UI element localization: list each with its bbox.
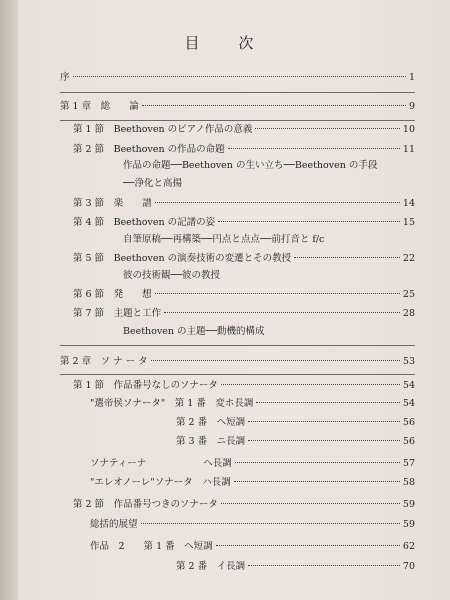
- toc-entry: 第 2 節 Beethoven の作品の命題 11: [73, 144, 415, 155]
- divider: [60, 345, 415, 346]
- toc-entry: "選帝侯ソナータ" 第 1 番 変ホ長調 54: [90, 398, 415, 409]
- toc-entry: 第 6 節 発 想 25: [73, 289, 415, 300]
- toc-entry: 第 4 節 Beethoven の記譜の姿 15: [73, 217, 415, 228]
- divider: [60, 120, 415, 121]
- toc-entry: 第 2 番 イ長調 70: [176, 561, 415, 572]
- toc-subtopic: 彼の技術観──彼の教授: [123, 270, 220, 281]
- toc-subtopic: Beethoven の主題──動機的構成: [123, 326, 265, 337]
- toc-entry: 第 2 番 ヘ短調 56: [176, 417, 415, 428]
- toc-entry: 第 1 節 Beethoven のピアノ作品の意義 10: [73, 124, 415, 135]
- divider: [60, 92, 415, 93]
- toc-entry: 第 3 節 楽 譜 14: [73, 198, 415, 209]
- toc-entry: ソナティーナ ヘ長調 57: [90, 458, 415, 469]
- toc-entry: 序 1: [60, 72, 415, 83]
- toc-entry: 第 1 節 作品番号なしのソナータ 54: [73, 380, 415, 391]
- toc-subtopic: ──浄化と高揚: [123, 178, 182, 189]
- toc-entry: 第 7 節 主題と工作 28: [73, 308, 415, 319]
- toc-entry: 第 1 章 総 論 9: [60, 101, 415, 112]
- toc-entry: "エレオノーレ"ソナータ ハ長調 58: [90, 477, 415, 488]
- toc-entry: 第 2 節 作品番号つきのソナータ 59: [73, 499, 415, 510]
- toc-entry: 第 5 節 Beethoven の演奏技術の変遷とその教授 22: [73, 253, 415, 264]
- toc-subtopic: 作品の命題──Beethoven の生い立ち──Beethoven の手段: [123, 160, 378, 171]
- toc-entry: 第 3 番 ニ長調 56: [176, 436, 415, 447]
- toc-entry: 作品 2 第 1 番 ヘ短調 62: [90, 541, 415, 552]
- toc-entry: 総括的展望 59: [90, 519, 415, 530]
- toc-entry: 第 2 章 ソ ナ ー タ 53: [60, 356, 415, 367]
- page-title: 目 次: [184, 34, 266, 52]
- divider: [60, 374, 415, 375]
- toc-subtopic: 自筆原稿──再構築──円点と点点──前打音と f/c: [123, 234, 325, 245]
